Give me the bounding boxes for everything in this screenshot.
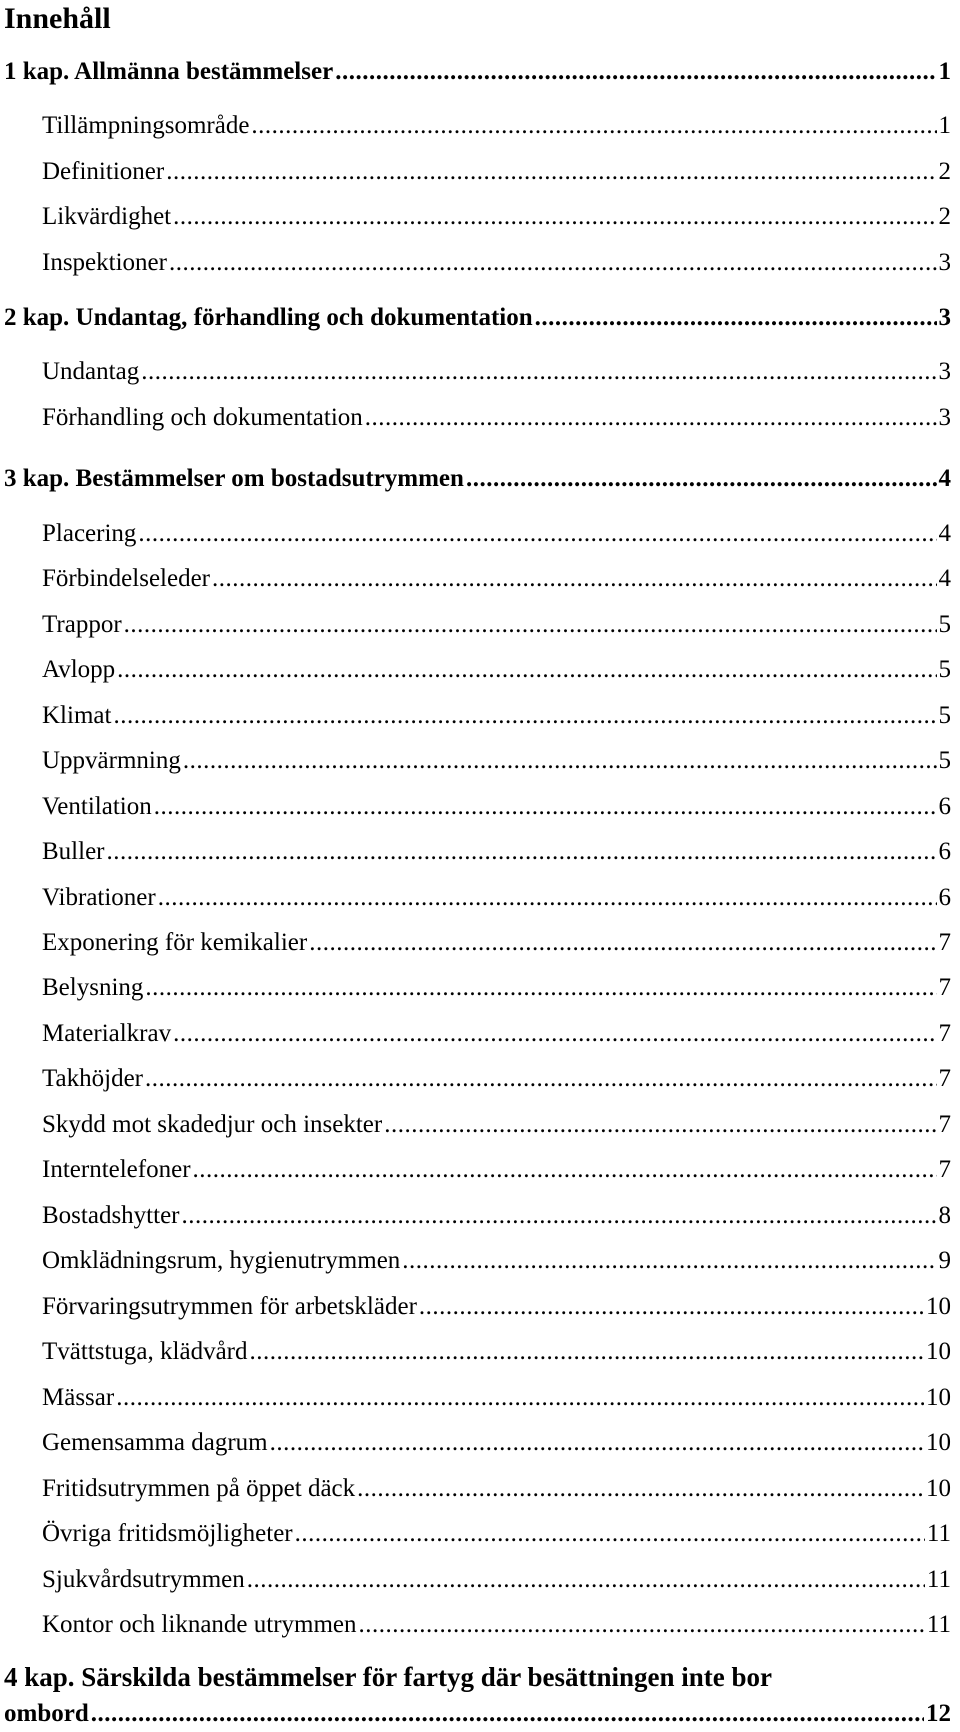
- toc-entry-label: Klimat: [42, 702, 112, 729]
- toc-entry-label: Trappor: [42, 611, 122, 638]
- toc-page-number: 3: [938, 358, 951, 385]
- dot-leader: [116, 1382, 924, 1414]
- toc-entry-label: Bostadshytter: [42, 1202, 180, 1229]
- toc-page-number: 3: [938, 304, 951, 331]
- toc-page-number: 2: [938, 158, 951, 185]
- dot-leader: [141, 356, 936, 388]
- toc-entry[interactable]: [42, 1109, 951, 1141]
- toc-entry-label: Interntelefoner: [42, 1156, 191, 1183]
- toc-page-number: 1: [938, 58, 951, 85]
- toc-title: Innehåll: [4, 2, 111, 35]
- toc-entry-label: Ventilation: [42, 793, 152, 820]
- toc-entry-label: Materialkrav: [42, 1020, 172, 1047]
- toc-chapter-1[interactable]: [4, 56, 951, 88]
- toc-chapter-label: 1 kap. Allmänna bestämmelser: [4, 58, 334, 85]
- toc-entry-label: Kontor och liknande utrymmen: [42, 1611, 357, 1638]
- toc-entry[interactable]: [42, 1336, 951, 1368]
- toc-entry[interactable]: [42, 972, 951, 1004]
- dot-leader: [466, 463, 937, 495]
- toc-entry-label: Uppvärmning: [42, 747, 181, 774]
- toc-page-number: 2: [938, 203, 951, 230]
- toc-entry[interactable]: [42, 654, 951, 686]
- toc-page-number: 4: [938, 520, 951, 547]
- dot-leader: [183, 745, 937, 777]
- toc-page-number: 3: [938, 249, 951, 276]
- toc-entry[interactable]: [42, 247, 951, 279]
- toc-entry-label: Belysning: [42, 974, 144, 1001]
- toc-page-number: 10: [926, 1293, 951, 1320]
- dot-leader: [419, 1291, 924, 1323]
- toc-page-number: 11: [926, 1611, 951, 1638]
- toc-entry-label: Förbindelseleder: [42, 565, 211, 592]
- toc-page-number: 6: [938, 838, 951, 865]
- toc-entry[interactable]: [42, 156, 951, 188]
- toc-entry[interactable]: [42, 1291, 951, 1323]
- toc-page-number: 10: [926, 1384, 951, 1411]
- dot-leader: [107, 836, 937, 868]
- toc-entry[interactable]: [42, 1063, 951, 1095]
- dot-leader: [145, 972, 936, 1004]
- toc-entry[interactable]: [42, 1018, 951, 1050]
- toc-entry-label: Likvärdighet: [42, 203, 172, 230]
- toc-entry-label: Omklädningsrum, hygienutrymmen: [42, 1247, 401, 1274]
- dot-leader: [309, 927, 936, 959]
- dot-leader: [173, 1018, 936, 1050]
- toc-entry-label: Undantag: [42, 358, 140, 385]
- toc-page-number: 11: [926, 1520, 951, 1547]
- toc-page-number: 5: [938, 747, 951, 774]
- dot-leader: [166, 156, 936, 188]
- toc-entry[interactable]: [42, 791, 951, 823]
- dot-leader: [359, 1609, 925, 1641]
- toc-page-number: 6: [938, 884, 951, 911]
- toc-entry[interactable]: [42, 1382, 951, 1414]
- toc-entry-label: Inspektioner: [42, 249, 167, 276]
- toc-page-number: 7: [938, 1065, 951, 1092]
- toc-entry[interactable]: [42, 1609, 951, 1641]
- toc-page-number: 12: [926, 1700, 951, 1727]
- toc-entry-label: Exponering för kemikalier: [42, 929, 308, 956]
- toc-page-number: 10: [926, 1475, 951, 1502]
- dot-leader: [182, 1200, 937, 1232]
- toc-entry[interactable]: [42, 745, 951, 777]
- toc-chapter-4[interactable]: [4, 1698, 951, 1730]
- dot-leader: [402, 1245, 936, 1277]
- dot-leader: [335, 56, 936, 88]
- dot-leader: [124, 609, 937, 641]
- toc-entry-label: Fritidsutrymmen på öppet däck: [42, 1475, 356, 1502]
- toc-entry[interactable]: [42, 1473, 951, 1505]
- toc-chapter-label: ombord: [4, 1700, 89, 1727]
- toc-entry-label: Vibrationer: [42, 884, 156, 911]
- toc-page-number: 1: [938, 112, 951, 139]
- dot-leader: [535, 302, 937, 334]
- toc-page-number: 7: [938, 974, 951, 1001]
- toc-entry[interactable]: [42, 1245, 951, 1277]
- toc-entry[interactable]: [42, 882, 951, 914]
- toc-entry-label: Avlopp: [42, 656, 116, 683]
- toc-page-number: 7: [938, 1020, 951, 1047]
- toc-page-number: 5: [938, 611, 951, 638]
- dot-leader: [251, 110, 936, 142]
- toc-entry[interactable]: [42, 402, 951, 434]
- toc-entry-label: Övriga fritidsmöjligheter: [42, 1520, 293, 1547]
- toc-chapter-4-line-1[interactable]: 4 kap. Särskilda bestämmelser för fartyg där besättningen inte bor: [4, 1662, 773, 1692]
- dot-leader: [173, 201, 936, 233]
- toc-page-number: 10: [926, 1429, 951, 1456]
- toc-page-number: 7: [938, 1111, 951, 1138]
- toc-entry-label: Mässar: [42, 1384, 115, 1411]
- toc-entry[interactable]: [42, 1518, 951, 1550]
- dot-leader: [158, 882, 937, 914]
- toc-entry[interactable]: [42, 518, 951, 550]
- dot-leader: [295, 1518, 925, 1550]
- dot-leader: [169, 247, 937, 279]
- dot-leader: [145, 1063, 937, 1095]
- dot-leader: [138, 518, 936, 550]
- toc-entry[interactable]: [42, 1427, 951, 1459]
- toc-page-number: 5: [938, 656, 951, 683]
- toc-entry[interactable]: [42, 1200, 951, 1232]
- toc-entry[interactable]: [42, 201, 951, 233]
- toc-entry[interactable]: [42, 1564, 951, 1596]
- dot-leader: [270, 1427, 924, 1459]
- toc-page-number: 11: [926, 1566, 951, 1593]
- dot-leader: [384, 1109, 936, 1141]
- toc-page-number: 5: [938, 702, 951, 729]
- toc-page-number: 7: [938, 929, 951, 956]
- toc-chapter-label: 2 kap. Undantag, förhandling och dokumentation: [4, 304, 533, 331]
- toc-entry-label: Skydd mot skadedjur och insekter: [42, 1111, 383, 1138]
- toc-entry[interactable]: [42, 356, 951, 388]
- toc-chapter-3[interactable]: [4, 463, 951, 495]
- toc-entry[interactable]: [42, 563, 951, 595]
- toc-entry[interactable]: [42, 700, 951, 732]
- toc-page-number: 8: [938, 1202, 951, 1229]
- toc-entry-label: Tvättstuga, klädvård: [42, 1338, 248, 1365]
- toc-page-number: 7: [938, 1156, 951, 1183]
- toc-entry[interactable]: [42, 927, 951, 959]
- toc-chapter-2[interactable]: [4, 302, 951, 334]
- toc-page-number: 3: [938, 404, 951, 431]
- dot-leader: [91, 1698, 924, 1730]
- toc-entry-label: Förvaringsutrymmen för arbetskläder: [42, 1293, 417, 1320]
- dot-leader: [247, 1564, 925, 1596]
- toc-entry-label: Sjukvårdsutrymmen: [42, 1566, 245, 1593]
- toc-chapter-label: 3 kap. Bestämmelser om bostadsutrymmen: [4, 465, 464, 492]
- toc-page-number: 10: [926, 1338, 951, 1365]
- toc-entry[interactable]: [42, 836, 951, 868]
- dot-leader: [113, 700, 936, 732]
- dot-leader: [154, 791, 937, 823]
- toc-page-number: 6: [938, 793, 951, 820]
- toc-entry[interactable]: [42, 1154, 951, 1186]
- toc-entry-label: Buller: [42, 838, 105, 865]
- dot-leader: [193, 1154, 937, 1186]
- dot-leader: [212, 563, 936, 595]
- toc-entry-label: Placering: [42, 520, 137, 547]
- toc-entry-label: Förhandling och dokumentation: [42, 404, 363, 431]
- dot-leader: [117, 654, 936, 686]
- toc-page-number: 9: [938, 1247, 951, 1274]
- toc-entry-label: Takhöjder: [42, 1065, 143, 1092]
- toc-entry-label: Tillämpningsområde: [42, 112, 250, 139]
- toc-page-number: 4: [938, 565, 951, 592]
- dot-leader: [357, 1473, 924, 1505]
- toc-page-number: 4: [938, 465, 951, 492]
- toc-entry-label: Definitioner: [42, 158, 165, 185]
- toc-entry-label: Gemensamma dagrum: [42, 1429, 268, 1456]
- dot-leader: [250, 1336, 925, 1368]
- toc-entry[interactable]: [42, 609, 951, 641]
- dot-leader: [365, 402, 937, 434]
- toc-entry[interactable]: [42, 110, 951, 142]
